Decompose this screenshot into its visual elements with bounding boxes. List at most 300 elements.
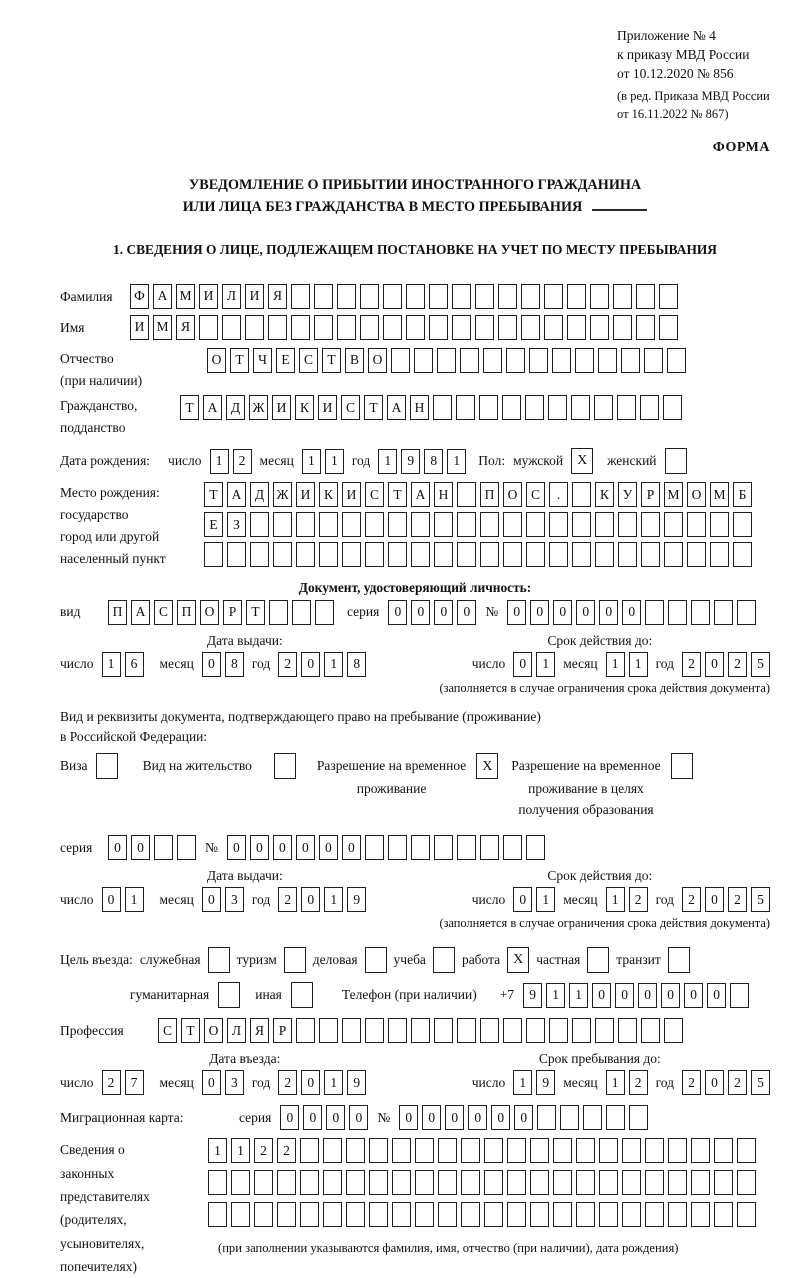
char-cell[interactable] — [733, 512, 752, 537]
char-cell[interactable] — [438, 1202, 457, 1227]
char-cell[interactable]: 0 — [326, 1105, 345, 1130]
char-cell[interactable] — [461, 1138, 480, 1163]
char-cell[interactable] — [314, 315, 333, 340]
char-cell[interactable] — [319, 1018, 338, 1043]
char-cell[interactable]: 1 — [231, 1138, 250, 1163]
char-cell[interactable]: 0 — [296, 835, 315, 860]
char-cell[interactable]: 1 — [513, 1070, 532, 1095]
char-cell[interactable]: М — [664, 482, 683, 507]
char-cell[interactable] — [291, 315, 310, 340]
char-cell[interactable] — [254, 1170, 273, 1195]
char-cell[interactable]: Я — [176, 315, 195, 340]
char-cell[interactable]: 8 — [225, 652, 244, 677]
char-cell[interactable]: И — [296, 482, 315, 507]
char-cell[interactable] — [730, 983, 749, 1008]
purpose-delovaya-checkbox[interactable] — [365, 947, 387, 973]
char-cell[interactable]: 0 — [202, 887, 221, 912]
char-cell[interactable]: 1 — [302, 449, 321, 474]
char-cell[interactable] — [314, 284, 333, 309]
char-cell[interactable] — [641, 542, 660, 567]
char-cell[interactable] — [617, 395, 636, 420]
char-cell[interactable] — [606, 1105, 625, 1130]
char-cell[interactable]: . — [549, 482, 568, 507]
char-cell[interactable] — [645, 1202, 664, 1227]
char-cell[interactable]: А — [203, 395, 222, 420]
char-cell[interactable] — [687, 512, 706, 537]
temp-residence-education-checkbox[interactable] — [671, 753, 693, 779]
char-cell[interactable] — [560, 1105, 579, 1130]
char-cell[interactable]: 2 — [278, 652, 297, 677]
char-cell[interactable] — [415, 1202, 434, 1227]
char-cell[interactable]: 0 — [202, 652, 221, 677]
char-cell[interactable]: 2 — [682, 1070, 701, 1095]
char-cell[interactable]: 0 — [705, 887, 724, 912]
char-cell[interactable] — [480, 1018, 499, 1043]
char-cell[interactable] — [549, 542, 568, 567]
char-cell[interactable] — [480, 512, 499, 537]
char-cell[interactable] — [737, 1170, 756, 1195]
char-cell[interactable] — [300, 1170, 319, 1195]
char-cell[interactable] — [277, 1202, 296, 1227]
char-cell[interactable]: 0 — [301, 1070, 320, 1095]
char-cell[interactable]: 0 — [684, 983, 703, 1008]
char-cell[interactable] — [549, 1018, 568, 1043]
visa-checkbox[interactable] — [96, 753, 118, 779]
char-cell[interactable] — [714, 1170, 733, 1195]
char-cell[interactable]: С — [526, 482, 545, 507]
char-cell[interactable] — [457, 512, 476, 537]
char-cell[interactable]: С — [158, 1018, 177, 1043]
char-cell[interactable]: 0 — [108, 835, 127, 860]
char-cell[interactable]: 1 — [536, 652, 555, 677]
char-cell[interactable] — [544, 315, 563, 340]
char-cell[interactable] — [484, 1202, 503, 1227]
char-cell[interactable] — [411, 542, 430, 567]
char-cell[interactable] — [323, 1138, 342, 1163]
char-cell[interactable] — [365, 1018, 384, 1043]
char-cell[interactable]: 1 — [378, 449, 397, 474]
char-cell[interactable] — [391, 348, 410, 373]
char-cell[interactable] — [480, 542, 499, 567]
char-cell[interactable] — [323, 1170, 342, 1195]
char-cell[interactable]: И — [272, 395, 291, 420]
char-cell[interactable] — [342, 1018, 361, 1043]
char-cell[interactable] — [438, 1138, 457, 1163]
char-cell[interactable] — [537, 1105, 556, 1130]
char-cell[interactable]: 0 — [491, 1105, 510, 1130]
char-cell[interactable] — [529, 348, 548, 373]
char-cell[interactable] — [664, 1018, 683, 1043]
char-cell[interactable] — [503, 1018, 522, 1043]
char-cell[interactable] — [507, 1138, 526, 1163]
char-cell[interactable]: К — [319, 482, 338, 507]
char-cell[interactable] — [526, 542, 545, 567]
char-cell[interactable]: 0 — [280, 1105, 299, 1130]
char-cell[interactable]: 0 — [622, 600, 641, 625]
char-cell[interactable] — [498, 315, 517, 340]
char-cell[interactable] — [710, 512, 729, 537]
char-cell[interactable] — [300, 1202, 319, 1227]
char-cell[interactable]: 0 — [661, 983, 680, 1008]
char-cell[interactable] — [622, 1202, 641, 1227]
char-cell[interactable] — [388, 512, 407, 537]
char-cell[interactable] — [572, 512, 591, 537]
char-cell[interactable] — [388, 1018, 407, 1043]
char-cell[interactable] — [572, 1018, 591, 1043]
char-cell[interactable] — [369, 1138, 388, 1163]
char-cell[interactable]: 0 — [434, 600, 453, 625]
char-cell[interactable]: Н — [434, 482, 453, 507]
char-cell[interactable] — [296, 1018, 315, 1043]
char-cell[interactable] — [452, 315, 471, 340]
char-cell[interactable] — [460, 348, 479, 373]
char-cell[interactable]: Т — [180, 395, 199, 420]
char-cell[interactable]: С — [365, 482, 384, 507]
char-cell[interactable]: 9 — [523, 983, 542, 1008]
char-cell[interactable] — [457, 835, 476, 860]
char-cell[interactable] — [507, 1170, 526, 1195]
char-cell[interactable] — [659, 284, 678, 309]
char-cell[interactable]: 1 — [210, 449, 229, 474]
char-cell[interactable]: 0 — [202, 1070, 221, 1095]
char-cell[interactable] — [622, 1170, 641, 1195]
char-cell[interactable]: 0 — [513, 652, 532, 677]
char-cell[interactable]: О — [503, 482, 522, 507]
char-cell[interactable]: К — [295, 395, 314, 420]
char-cell[interactable]: М — [710, 482, 729, 507]
char-cell[interactable]: А — [411, 482, 430, 507]
char-cell[interactable] — [406, 315, 425, 340]
char-cell[interactable]: Я — [250, 1018, 269, 1043]
char-cell[interactable] — [503, 512, 522, 537]
char-cell[interactable] — [663, 395, 682, 420]
char-cell[interactable] — [461, 1202, 480, 1227]
char-cell[interactable] — [231, 1170, 250, 1195]
char-cell[interactable]: 2 — [629, 1070, 648, 1095]
purpose-sluzhebnaya-checkbox[interactable] — [208, 947, 230, 973]
char-cell[interactable] — [406, 284, 425, 309]
char-cell[interactable] — [599, 1138, 618, 1163]
char-cell[interactable] — [434, 542, 453, 567]
char-cell[interactable] — [572, 542, 591, 567]
char-cell[interactable] — [506, 348, 525, 373]
char-cell[interactable] — [457, 482, 476, 507]
char-cell[interactable]: Т — [364, 395, 383, 420]
char-cell[interactable]: 1 — [569, 983, 588, 1008]
char-cell[interactable]: И — [245, 284, 264, 309]
char-cell[interactable]: 1 — [606, 652, 625, 677]
char-cell[interactable]: 9 — [347, 1070, 366, 1095]
char-cell[interactable] — [392, 1138, 411, 1163]
char-cell[interactable]: 2 — [728, 1070, 747, 1095]
char-cell[interactable] — [636, 315, 655, 340]
char-cell[interactable] — [737, 1138, 756, 1163]
char-cell[interactable]: З — [227, 512, 246, 537]
char-cell[interactable] — [526, 1018, 545, 1043]
char-cell[interactable] — [621, 348, 640, 373]
char-cell[interactable] — [452, 284, 471, 309]
char-cell[interactable] — [622, 1138, 641, 1163]
char-cell[interactable] — [392, 1170, 411, 1195]
char-cell[interactable]: П — [108, 600, 127, 625]
char-cell[interactable]: Я — [268, 284, 287, 309]
char-cell[interactable] — [231, 1202, 250, 1227]
purpose-turizm-checkbox[interactable] — [284, 947, 306, 973]
char-cell[interactable] — [613, 284, 632, 309]
purpose-rabota-checkbox[interactable]: X — [507, 947, 529, 973]
char-cell[interactable]: 1 — [125, 887, 144, 912]
char-cell[interactable]: А — [153, 284, 172, 309]
char-cell[interactable]: 2 — [254, 1138, 273, 1163]
char-cell[interactable]: С — [299, 348, 318, 373]
char-cell[interactable]: 0 — [399, 1105, 418, 1130]
char-cell[interactable] — [365, 835, 384, 860]
char-cell[interactable]: 1 — [606, 1070, 625, 1095]
char-cell[interactable] — [457, 542, 476, 567]
char-cell[interactable]: 0 — [638, 983, 657, 1008]
char-cell[interactable] — [530, 1170, 549, 1195]
char-cell[interactable] — [521, 284, 540, 309]
char-cell[interactable] — [567, 315, 586, 340]
char-cell[interactable]: А — [131, 600, 150, 625]
char-cell[interactable] — [503, 542, 522, 567]
char-cell[interactable]: К — [595, 482, 614, 507]
char-cell[interactable] — [365, 512, 384, 537]
char-cell[interactable]: 9 — [401, 449, 420, 474]
char-cell[interactable] — [530, 1202, 549, 1227]
char-cell[interactable]: 2 — [629, 887, 648, 912]
char-cell[interactable]: 0 — [342, 835, 361, 860]
char-cell[interactable]: Н — [410, 395, 429, 420]
char-cell[interactable] — [599, 1202, 618, 1227]
char-cell[interactable] — [414, 348, 433, 373]
char-cell[interactable] — [599, 1170, 618, 1195]
char-cell[interactable] — [668, 600, 687, 625]
char-cell[interactable] — [337, 315, 356, 340]
char-cell[interactable]: 0 — [507, 600, 526, 625]
char-cell[interactable] — [388, 835, 407, 860]
residence-permit-checkbox[interactable] — [274, 753, 296, 779]
char-cell[interactable] — [245, 315, 264, 340]
char-cell[interactable]: О — [687, 482, 706, 507]
char-cell[interactable] — [503, 835, 522, 860]
char-cell[interactable] — [575, 348, 594, 373]
char-cell[interactable]: П — [480, 482, 499, 507]
char-cell[interactable] — [319, 542, 338, 567]
char-cell[interactable]: Т — [246, 600, 265, 625]
char-cell[interactable]: 0 — [705, 652, 724, 677]
char-cell[interactable]: П — [177, 600, 196, 625]
char-cell[interactable]: Т — [181, 1018, 200, 1043]
char-cell[interactable] — [411, 835, 430, 860]
char-cell[interactable] — [369, 1202, 388, 1227]
char-cell[interactable] — [365, 542, 384, 567]
char-cell[interactable] — [269, 600, 288, 625]
char-cell[interactable] — [475, 315, 494, 340]
char-cell[interactable]: Е — [204, 512, 223, 537]
char-cell[interactable] — [292, 600, 311, 625]
char-cell[interactable]: 2 — [278, 887, 297, 912]
char-cell[interactable] — [553, 1138, 572, 1163]
char-cell[interactable] — [208, 1202, 227, 1227]
char-cell[interactable]: 0 — [227, 835, 246, 860]
char-cell[interactable] — [664, 542, 683, 567]
char-cell[interactable] — [383, 284, 402, 309]
char-cell[interactable] — [645, 1138, 664, 1163]
purpose-ucheba-checkbox[interactable] — [433, 947, 455, 973]
char-cell[interactable] — [315, 600, 334, 625]
char-cell[interactable]: 0 — [553, 600, 572, 625]
char-cell[interactable]: 6 — [125, 652, 144, 677]
char-cell[interactable] — [227, 542, 246, 567]
char-cell[interactable] — [342, 542, 361, 567]
purpose-gumanitarnaya-checkbox[interactable] — [218, 982, 240, 1008]
char-cell[interactable]: 0 — [592, 983, 611, 1008]
char-cell[interactable] — [475, 284, 494, 309]
char-cell[interactable] — [411, 1018, 430, 1043]
char-cell[interactable]: 1 — [324, 887, 343, 912]
char-cell[interactable] — [530, 1138, 549, 1163]
char-cell[interactable]: 0 — [457, 600, 476, 625]
char-cell[interactable]: 2 — [682, 887, 701, 912]
char-cell[interactable]: 0 — [468, 1105, 487, 1130]
char-cell[interactable] — [668, 1138, 687, 1163]
char-cell[interactable]: 0 — [131, 835, 150, 860]
char-cell[interactable] — [433, 395, 452, 420]
char-cell[interactable] — [714, 1138, 733, 1163]
char-cell[interactable] — [154, 835, 173, 860]
char-cell[interactable]: Т — [388, 482, 407, 507]
char-cell[interactable] — [411, 512, 430, 537]
char-cell[interactable] — [484, 1138, 503, 1163]
char-cell[interactable]: 2 — [278, 1070, 297, 1095]
char-cell[interactable]: Б — [733, 482, 752, 507]
char-cell[interactable] — [415, 1170, 434, 1195]
char-cell[interactable] — [590, 284, 609, 309]
char-cell[interactable]: И — [130, 315, 149, 340]
char-cell[interactable] — [392, 1202, 411, 1227]
char-cell[interactable]: 0 — [388, 600, 407, 625]
char-cell[interactable]: У — [618, 482, 637, 507]
char-cell[interactable]: 5 — [751, 652, 770, 677]
char-cell[interactable]: 1 — [546, 983, 565, 1008]
char-cell[interactable]: 0 — [513, 887, 532, 912]
char-cell[interactable]: Ф — [130, 284, 149, 309]
char-cell[interactable]: 3 — [225, 1070, 244, 1095]
char-cell[interactable]: Е — [276, 348, 295, 373]
char-cell[interactable]: Л — [227, 1018, 246, 1043]
char-cell[interactable]: 1 — [629, 652, 648, 677]
char-cell[interactable] — [502, 395, 521, 420]
char-cell[interactable] — [548, 395, 567, 420]
char-cell[interactable]: 0 — [615, 983, 634, 1008]
char-cell[interactable]: Р — [223, 600, 242, 625]
char-cell[interactable] — [346, 1170, 365, 1195]
char-cell[interactable] — [300, 1138, 319, 1163]
char-cell[interactable]: И — [342, 482, 361, 507]
char-cell[interactable] — [691, 600, 710, 625]
char-cell[interactable]: 0 — [273, 835, 292, 860]
char-cell[interactable] — [521, 315, 540, 340]
char-cell[interactable]: М — [176, 284, 195, 309]
char-cell[interactable] — [273, 512, 292, 537]
char-cell[interactable]: 9 — [347, 887, 366, 912]
char-cell[interactable] — [668, 1202, 687, 1227]
char-cell[interactable] — [553, 1170, 572, 1195]
char-cell[interactable] — [691, 1170, 710, 1195]
char-cell[interactable] — [667, 348, 686, 373]
char-cell[interactable]: И — [199, 284, 218, 309]
char-cell[interactable] — [177, 835, 196, 860]
char-cell[interactable] — [360, 284, 379, 309]
char-cell[interactable] — [360, 315, 379, 340]
char-cell[interactable]: 0 — [445, 1105, 464, 1130]
char-cell[interactable]: 1 — [324, 652, 343, 677]
char-cell[interactable] — [629, 1105, 648, 1130]
char-cell[interactable]: 0 — [707, 983, 726, 1008]
char-cell[interactable] — [429, 284, 448, 309]
female-checkbox[interactable] — [665, 448, 687, 474]
char-cell[interactable]: Д — [250, 482, 269, 507]
char-cell[interactable] — [254, 1202, 273, 1227]
char-cell[interactable] — [434, 1018, 453, 1043]
char-cell[interactable]: О — [368, 348, 387, 373]
char-cell[interactable] — [576, 1202, 595, 1227]
char-cell[interactable] — [583, 1105, 602, 1130]
char-cell[interactable] — [319, 512, 338, 537]
char-cell[interactable]: 3 — [225, 887, 244, 912]
char-cell[interactable] — [277, 1170, 296, 1195]
char-cell[interactable] — [483, 348, 502, 373]
char-cell[interactable]: Р — [273, 1018, 292, 1043]
purpose-chastnaya-checkbox[interactable] — [587, 947, 609, 973]
char-cell[interactable] — [553, 1202, 572, 1227]
char-cell[interactable] — [567, 284, 586, 309]
char-cell[interactable] — [479, 395, 498, 420]
char-cell[interactable]: Ч — [253, 348, 272, 373]
char-cell[interactable]: 8 — [424, 449, 443, 474]
char-cell[interactable] — [383, 315, 402, 340]
char-cell[interactable] — [480, 835, 499, 860]
char-cell[interactable] — [691, 1202, 710, 1227]
char-cell[interactable] — [618, 542, 637, 567]
char-cell[interactable] — [507, 1202, 526, 1227]
char-cell[interactable] — [595, 542, 614, 567]
char-cell[interactable] — [733, 542, 752, 567]
char-cell[interactable] — [222, 315, 241, 340]
char-cell[interactable] — [461, 1170, 480, 1195]
char-cell[interactable] — [572, 482, 591, 507]
purpose-inaya-checkbox[interactable] — [291, 982, 313, 1008]
char-cell[interactable] — [710, 542, 729, 567]
char-cell[interactable]: 0 — [705, 1070, 724, 1095]
char-cell[interactable] — [659, 315, 678, 340]
char-cell[interactable]: Т — [204, 482, 223, 507]
char-cell[interactable] — [342, 512, 361, 537]
char-cell[interactable]: 2 — [728, 652, 747, 677]
char-cell[interactable] — [594, 395, 613, 420]
char-cell[interactable]: 0 — [102, 887, 121, 912]
purpose-tranzit-checkbox[interactable] — [668, 947, 690, 973]
char-cell[interactable]: С — [341, 395, 360, 420]
char-cell[interactable] — [737, 600, 756, 625]
char-cell[interactable] — [644, 348, 663, 373]
char-cell[interactable] — [668, 1170, 687, 1195]
char-cell[interactable]: С — [154, 600, 173, 625]
char-cell[interactable] — [291, 284, 310, 309]
char-cell[interactable] — [544, 284, 563, 309]
char-cell[interactable] — [323, 1202, 342, 1227]
